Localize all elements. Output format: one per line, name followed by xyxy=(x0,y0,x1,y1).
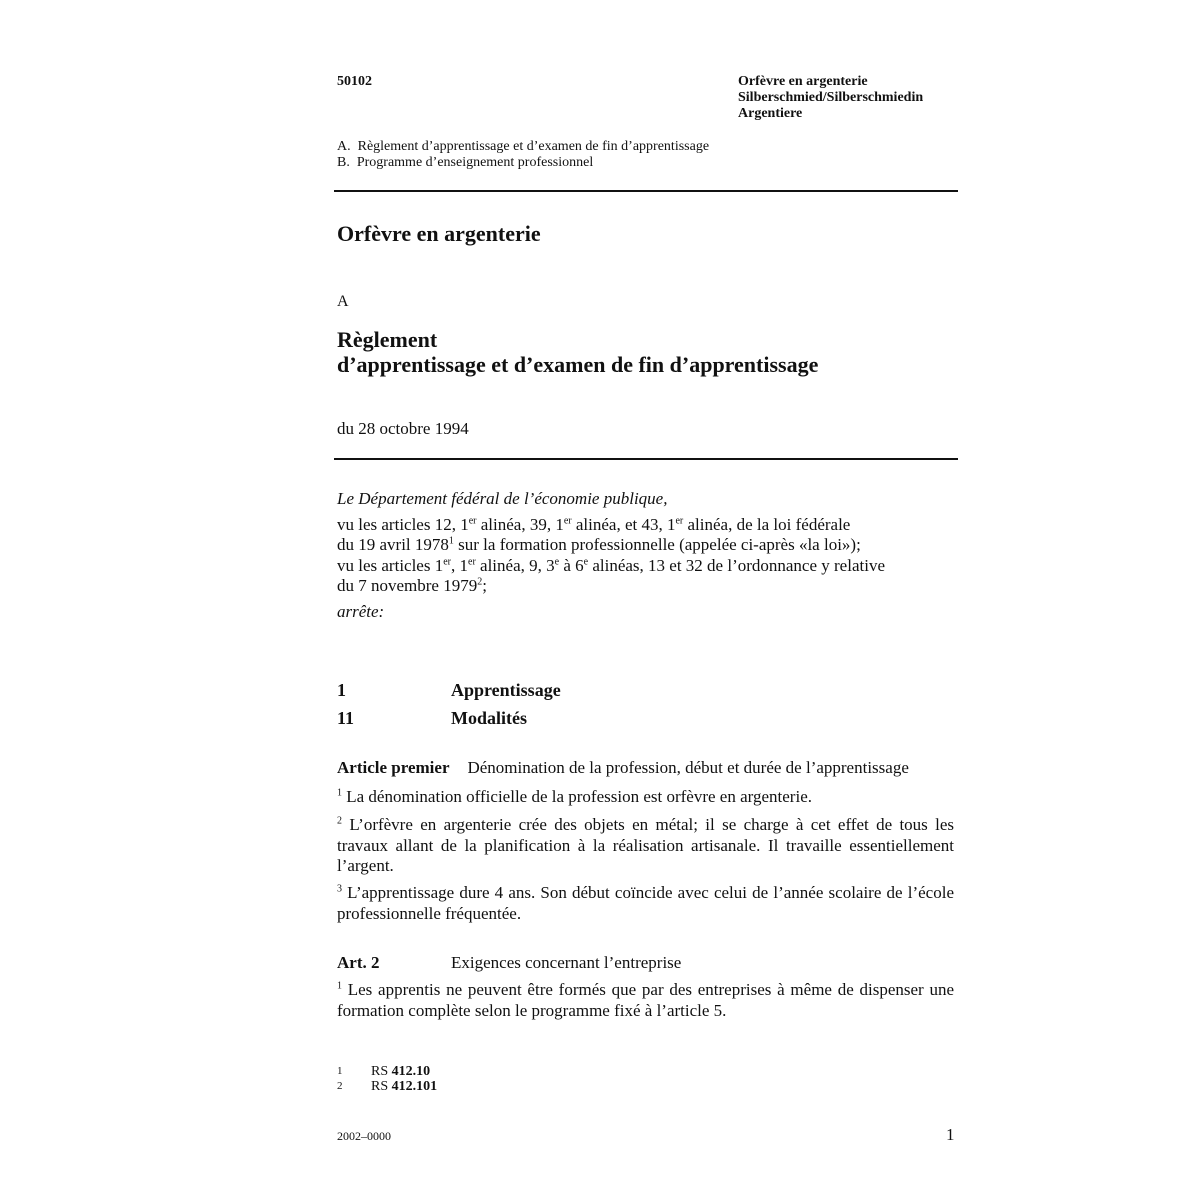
page-number: 1 xyxy=(946,1125,955,1144)
preamble-line-3: vu les articles 1er, 1er alinéa, 9, 3e à 6e alinéas, 13 et 32 de l’ordonnance y relative xyxy=(337,555,885,575)
regulation-title-line1: Règlement xyxy=(337,327,438,352)
section-label: Apprentissage xyxy=(451,680,561,700)
footnote-ref-2: 2 xyxy=(477,576,483,588)
article-1-paragraph-2: $^2$ L’orfèvre en argenterie crée des objets en métal; il se charge à cet effet de tous les travaux allant de la planification à la réalisation artisanale. Il travaille essentiellement l’argent. xyxy=(337,815,954,875)
preamble-authority: Le Département fédéral de l’économie publique, xyxy=(337,489,668,508)
footnote: 1 RS 412.10 xyxy=(337,1064,431,1079)
header-title-fr: Orfèvre en argenterie xyxy=(738,74,868,89)
footnote-ref-1: 1 xyxy=(448,535,454,547)
article-label: Art. 2 xyxy=(337,953,380,972)
section-heading-11 xyxy=(337,708,957,729)
article-2-heading xyxy=(337,953,957,973)
footnotes xyxy=(337,1064,437,1094)
preamble-decree: arrête: xyxy=(337,601,385,621)
preamble-line-2: du 19 avril 1978$^1$ sur la formation professionnelle (appelée ci-après «la loi»); xyxy=(337,535,861,554)
article-1-paragraph-1: $^1$ La dénomination officielle de la profession est orfèvre en argenterie. xyxy=(337,787,812,806)
regulation-title-line2: d’apprentissage et d’examen de fin d’apprentissage xyxy=(337,352,819,377)
contents-item-a: A. Règlement d’apprentissage et d’examen de fin d’apprentissage xyxy=(337,139,710,154)
divider-middle xyxy=(334,458,958,460)
footer-code: 2002–0000 xyxy=(337,1129,391,1143)
header-title-de: Silberschmied/Silberschmiedin xyxy=(738,90,924,105)
preamble-line-4: du 7 novembre 1979$^2$; xyxy=(337,576,487,595)
regulation-date: du 28 octobre 1994 xyxy=(337,419,469,438)
section-label: Modalités xyxy=(451,708,527,728)
divider-top xyxy=(334,190,958,192)
preamble xyxy=(337,489,957,622)
article-title: Exigences concernant l’entreprise xyxy=(451,953,682,972)
section-number: 1 xyxy=(337,680,346,700)
table-of-contents xyxy=(337,139,709,171)
article-2-paragraph-1: $^1$ Les apprentis ne peuvent être formés que par des entreprises à même de dispenser une formation complète selon le programme fixé à l’article 5. xyxy=(337,980,954,1020)
header-title-it: Argentiere xyxy=(738,106,803,121)
section-number: 11 xyxy=(337,708,355,728)
regulation-title xyxy=(337,327,818,377)
header-titles xyxy=(738,74,923,122)
footnote: 2 RS 412.101 xyxy=(337,1079,438,1094)
document-title: Orfèvre en argenterie xyxy=(337,221,541,246)
article-1-heading xyxy=(337,758,957,778)
article-title: Dénomination de la profession, début et durée de l’apprentissage xyxy=(467,758,909,777)
section-heading-1 xyxy=(337,680,957,701)
article-1-paragraph-3: $^3$ L’apprentissage dure 4 ans. Son début coïncide avec celui de l’année scolaire de l’école professionnelle fréquentée. xyxy=(337,883,954,923)
preamble-line-1: vu les articles 12, 1er alinéa, 39, 1er alinéa, et 43, 1er alinéa, de la loi fédérale xyxy=(337,514,851,534)
part-letter: A xyxy=(337,293,349,310)
article-label: Article premier xyxy=(337,758,450,777)
contents-item-b: B. Programme d’enseignement professionnel xyxy=(337,155,594,170)
document-number: 50102 xyxy=(337,74,372,89)
